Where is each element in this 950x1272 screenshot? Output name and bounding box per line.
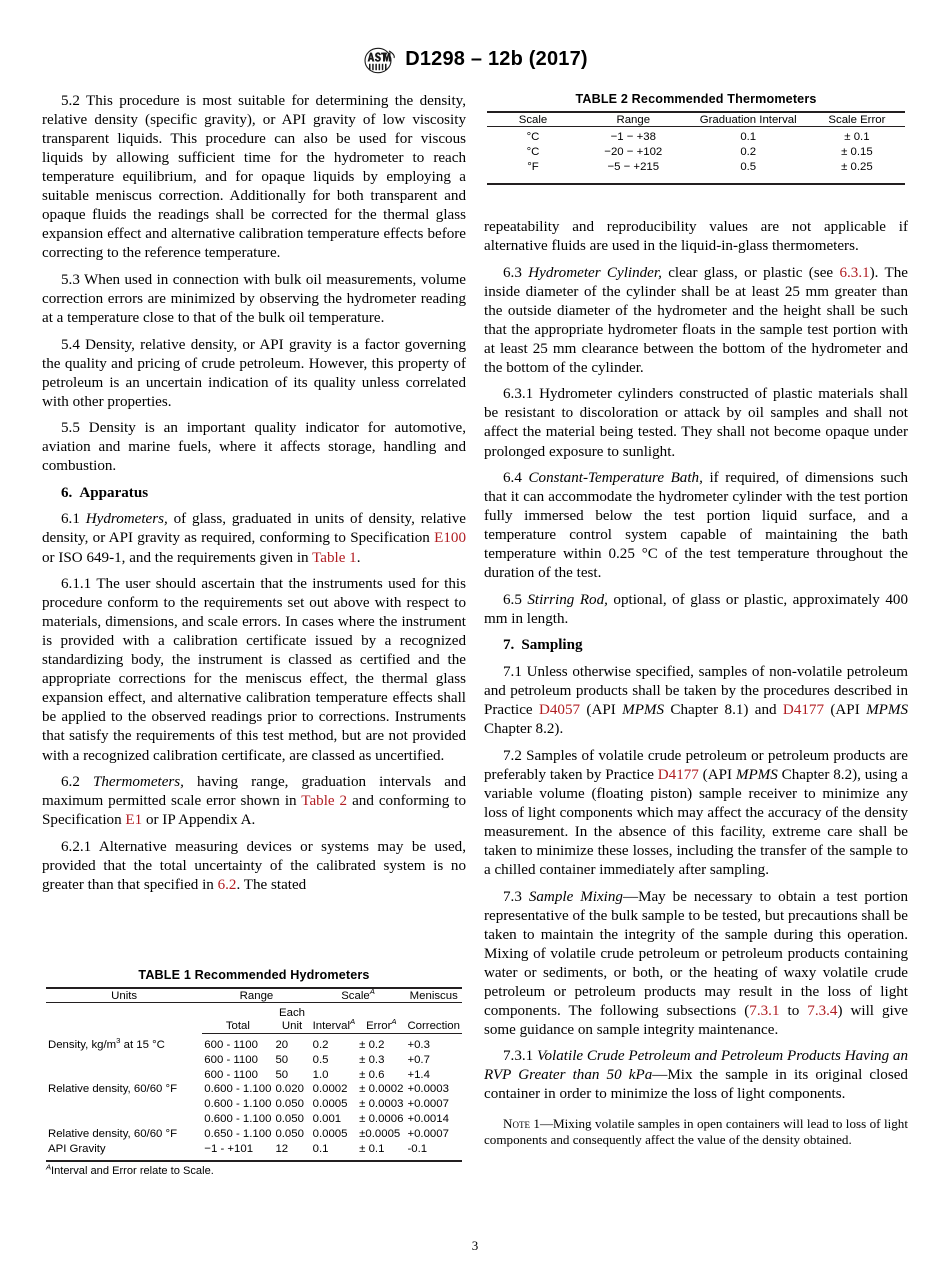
cell-error: ± 0.3 bbox=[359, 1053, 385, 1066]
para-7-3-text-3: ) will give some guidance on sample integrity maintenance. bbox=[484, 1002, 908, 1038]
note-1 bbox=[484, 1116, 908, 1149]
para-7-2-text-3: Chapter 8.2), using a variable volume (floating piston) sample receiver to minimize any loss of light components which may affect the accuracy of the density measurement. In the absence of this facility, extreme care shall be taken to minimize these losses, including the transfer of the sample to a chilled container immediately after sampling. bbox=[484, 766, 908, 878]
cell-graduation-interval: 0.2 bbox=[740, 145, 757, 158]
cell-scale-error: ± 0.25 bbox=[841, 160, 873, 173]
cell-interval: 0.0005 bbox=[312, 1098, 348, 1111]
para-6-1-text-3: . bbox=[356, 549, 361, 566]
cell-total: 0.650 - 1.100 bbox=[204, 1127, 272, 1140]
section-7-number: 7. bbox=[503, 637, 515, 654]
table-row bbox=[46, 1112, 462, 1127]
cell-interval: 0.001 bbox=[312, 1112, 342, 1125]
section-6-title: Apparatus bbox=[79, 484, 149, 501]
para-number-6-3-1: 6.3.1 bbox=[503, 386, 534, 403]
paragraph-6-2-1 bbox=[42, 838, 466, 895]
para-text-5-5: Density is an important quality indicator for automotive, aviation and marine fuels, where it affects storage, handling and combustion. bbox=[42, 420, 466, 475]
para-number-6-1: 6.1 bbox=[61, 511, 80, 528]
paragraph-7-1 bbox=[484, 663, 908, 739]
cell-total: −1 - +101 bbox=[204, 1142, 254, 1155]
para-6-2-1-text-2: . The stated bbox=[236, 876, 307, 893]
table-row bbox=[487, 159, 905, 176]
term-constant-temperature-bath: Constant-Temperature Bath, bbox=[528, 470, 703, 487]
link-6-2[interactable]: 6.2 bbox=[217, 876, 237, 893]
table-row bbox=[46, 1038, 462, 1053]
para-number-7-1: 7.1 bbox=[503, 663, 522, 680]
para-text-continued: repeatability and reproducibility values are not applicable if alternative fluids are used in the liquid-in-glass thermometers. bbox=[484, 219, 908, 255]
paragraph-5-2 bbox=[42, 92, 466, 263]
table-1-sub-error: Error$^A$ bbox=[366, 1016, 397, 1032]
table-1-sub-total: Total bbox=[225, 1019, 250, 1032]
term-volatile-crude-petroleum: Volatile Crude Petroleum and Petroleum Products Having an RVP Greater than 50 kPa bbox=[484, 1048, 908, 1084]
para-7-3-text-2: to bbox=[779, 1002, 808, 1019]
table-1-grid bbox=[46, 987, 462, 1162]
cell-range: −20 − +102 bbox=[604, 145, 663, 158]
cell-scale-error: ± 0.1 bbox=[844, 130, 870, 143]
cell-units bbox=[46, 1112, 202, 1127]
para-number-6-5: 6.5 bbox=[503, 591, 522, 608]
footnote-mark-scale: A bbox=[369, 986, 375, 996]
cell-error: ± 0.1 bbox=[359, 1142, 385, 1155]
running-head bbox=[0, 46, 950, 73]
para-6-2-text-2: and conforming to Specification bbox=[42, 793, 466, 829]
para-7-3-1-text-1: —Mix the sample in its original closed container in order to minimize the loss of light components. bbox=[484, 1067, 908, 1103]
cell-scale: °C bbox=[526, 145, 540, 158]
cell-total: 0.600 - 1.100 bbox=[204, 1098, 272, 1111]
italic-mpms-1: MPMS bbox=[622, 702, 665, 719]
section-7-title: Sampling bbox=[521, 637, 583, 654]
table-row bbox=[46, 1141, 462, 1156]
para-number-5-4: 5.4 bbox=[61, 336, 80, 353]
sub-each-line1: Each bbox=[279, 1007, 306, 1019]
link-table-1[interactable]: Table 1 bbox=[312, 549, 357, 566]
table-1-col-scale: Scale$^A$ bbox=[341, 986, 375, 1002]
cell-correction: +0.0007 bbox=[407, 1098, 449, 1111]
table-1-sub-each-unit bbox=[273, 1003, 310, 1034]
table-row bbox=[46, 1067, 462, 1082]
paragraph-6-1-1 bbox=[42, 575, 466, 765]
cell-total: 0.600 - 1.100 bbox=[204, 1112, 272, 1125]
link-6-3-1[interactable]: 6.3.1 bbox=[839, 264, 870, 281]
paragraph-6-1 bbox=[42, 510, 466, 567]
table-1-footnote bbox=[46, 1162, 462, 1178]
link-7-3-1[interactable]: 7.3.1 bbox=[749, 1002, 780, 1019]
cell-interval: 0.2 bbox=[312, 1039, 329, 1052]
table-2 bbox=[487, 92, 905, 185]
link-7-3-4[interactable]: 7.3.4 bbox=[807, 1002, 838, 1019]
cell-error: ± 0.0003 bbox=[359, 1098, 404, 1111]
term-hydrometer-cylinder: Hydrometer Cylinder, bbox=[528, 264, 662, 281]
table-2-col-scale-error: Scale Error bbox=[828, 113, 886, 126]
cell-interval: 0.1 bbox=[312, 1142, 329, 1155]
para-number-7-2: 7.2 bbox=[503, 747, 522, 764]
cell-interval: 0.0002 bbox=[312, 1083, 348, 1096]
para-6-1-text-1: of glass, graduated in units of density, relative density, or API gravity as required, conforming to Specification bbox=[42, 511, 466, 547]
paragraph-6-5 bbox=[484, 591, 908, 629]
cell-interval: 1.0 bbox=[312, 1068, 329, 1081]
table-2-grid bbox=[487, 111, 905, 185]
cell-correction: +0.0003 bbox=[407, 1083, 449, 1096]
cell-error: ± 0.0002 bbox=[359, 1083, 404, 1096]
cell-interval: 0.0005 bbox=[312, 1127, 348, 1140]
para-number-6-4: 6.4 bbox=[503, 470, 522, 487]
link-e100[interactable]: E100 bbox=[434, 530, 466, 547]
para-text-5-3: When used in connection with bulk oil measurements, volume correction errors are minimized by observing the hydrometer reading at a temperature close to that of the bulk oil temperature. bbox=[42, 271, 466, 327]
cell-correction: +0.0007 bbox=[407, 1127, 449, 1140]
cell-each-unit: 50 bbox=[275, 1053, 289, 1066]
italic-mpms-2: MPMS bbox=[866, 702, 908, 719]
table-1-bottom-rule bbox=[46, 1156, 462, 1161]
section-heading-7 bbox=[484, 636, 908, 655]
sub-each-line2: Unit bbox=[281, 1019, 303, 1032]
para-6-4-text-1: if required, of dimensions such that it can accommodate the hydrometer cylinder with the test portion fully immersed below the test portion liquid surface, and a temperature control system capable of maintaining the bath temperature within 0.25 °C of the test temperature throughout the duration of the test. bbox=[484, 470, 908, 582]
table-row bbox=[46, 1052, 462, 1067]
term-stirring-rod: Stirring Rod, bbox=[527, 591, 608, 608]
table-row bbox=[46, 1126, 462, 1141]
page-number: 3 bbox=[471, 1238, 479, 1253]
para-text-6-3-1: Hydrometer cylinders constructed of plastic materials shall be resistant to discoloration or attack by oil samples and shall not affect the material being tested. They shall not become opaque under prolonged exposure to sunlight. bbox=[484, 386, 908, 460]
table-1-col-range: Range bbox=[239, 989, 274, 1002]
para-7-1-text-3: Chapter 8.1) and bbox=[664, 702, 783, 719]
para-number-5-5: 5.5 bbox=[61, 420, 80, 437]
table-2-title: TABLE 2 Recommended Thermometers bbox=[575, 92, 817, 106]
para-6-2-text-3: or IP Appendix A. bbox=[142, 812, 256, 829]
cell-correction: +0.0014 bbox=[407, 1112, 449, 1125]
table-1-title: TABLE 1 Recommended Hydrometers bbox=[138, 968, 370, 982]
cell-scale-error: ± 0.15 bbox=[841, 145, 873, 158]
note-1-text: —Mixing volatile samples in open containers will lead to loss of light components and consequently affect the value of the density obtained. bbox=[484, 1115, 908, 1147]
italic-mpms-3: MPMS bbox=[735, 766, 778, 783]
table-2-bottom-rule bbox=[487, 176, 905, 183]
paragraph-5-3 bbox=[42, 271, 466, 328]
cell-correction: +0.7 bbox=[407, 1053, 430, 1066]
footnote-mark-error: A bbox=[391, 1016, 397, 1026]
para-text-6-1-1: The user should ascertain that the instruments used for this procedure conform to the requirements set out above with respect to materials, dimensions, and scale errors. In cases where the instrument is provided with a calibration certificate issued by a recognized standardizing body, the instrument is classed as certified and the appropriate corrections for the meniscus effect, the thermal glass expansion effect, and alternative calibration temperature effects shall be applied to the observed readings prior to corrections. Instruments that satisfy the requirements of this test method, but are not provided with a recognized calibration certificate, are classed as uncertified. bbox=[42, 576, 466, 764]
cell-each-unit: 12 bbox=[275, 1142, 289, 1155]
footnote-mark-interval: A bbox=[350, 1016, 356, 1026]
para-text-5-2: This procedure is most suitable for determining the density, relative density (specific gravity), or API gravity of low viscosity transparent liquids. This procedure can also be used for viscous liquids by allowing sufficient time for the hydrometer to reach temperature equilibrium, and for opaque liquids by employing a suitable meniscus correction. Additionally for both transparent and opaque fluids the readings shall be corrected for the thermal glass expansion effect and alternative calibration temperature effects before correcting to the reference temperature. bbox=[42, 93, 466, 262]
para-text-5-4: Density, relative density, or API gravity is a factor governing the quality and pricing of crude petroleum. However, this property of petroleum is an uncertain indication of its quality unless correlated with other properties. bbox=[42, 336, 466, 410]
table-row bbox=[487, 144, 905, 159]
cell-error: ± 0.2 bbox=[359, 1039, 385, 1052]
cell-units: Relative density, 60/60 °F bbox=[48, 1083, 178, 1096]
section-heading-6 bbox=[42, 484, 466, 503]
term-sample-mixing: Sample Mixing bbox=[528, 888, 623, 905]
para-7-2-text-2: (API bbox=[698, 766, 736, 783]
paragraph-7-2 bbox=[484, 747, 908, 880]
right-column bbox=[484, 218, 908, 1161]
para-number-7-3: 7.3 bbox=[503, 888, 522, 905]
para-7-1-text-1: Unless otherwise specified, samples of non-volatile petroleum and petroleum products shall be taken by the procedures described in Practice bbox=[484, 663, 908, 719]
cell-scale: °C bbox=[526, 130, 540, 143]
table-1-sub-correction: Correction bbox=[407, 1019, 460, 1032]
cell-units: Density, $kg/m^3$ at 15 °C bbox=[48, 1036, 165, 1052]
table-row bbox=[46, 1082, 462, 1097]
paragraph-6-3 bbox=[484, 264, 908, 378]
paragraph-5-4 bbox=[42, 336, 466, 412]
cell-each-unit: 0.050 bbox=[275, 1112, 304, 1125]
para-number-6-2-1: 6.2.1 bbox=[61, 838, 92, 855]
note-1-label: Note 1 bbox=[503, 1115, 540, 1131]
paragraph-6-2 bbox=[42, 773, 466, 830]
para-number-6-2: 6.2 bbox=[61, 774, 80, 791]
link-d4177-a[interactable]: D4177 bbox=[782, 702, 825, 719]
cell-units: Relative density, 60/60 °F bbox=[48, 1127, 178, 1140]
para-6-3-text-1: clear glass, or plastic (see bbox=[661, 264, 840, 281]
para-6-2-1-text-1: Alternative measuring devices or systems may be used, provided that the total uncertainty of the calibrated system is no greater than that specified in bbox=[42, 838, 466, 893]
standard-designation: D1298 – 12b (2017) bbox=[405, 48, 588, 70]
para-6-1-text-2: or ISO 649-1, and the requirements given in bbox=[42, 549, 313, 566]
table-1-col-meniscus: Meniscus bbox=[409, 989, 458, 1002]
table-1-col-units: Units bbox=[111, 989, 138, 1002]
paragraph-7-3-1 bbox=[484, 1047, 908, 1104]
para-6-2-text-1: having range, graduation intervals and maximum permitted scale error shown in bbox=[42, 774, 466, 810]
para-7-2-text-1: Samples of volatile crude petroleum or petroleum products are preferably taken by Practice bbox=[484, 747, 908, 783]
cell-units bbox=[46, 1052, 202, 1067]
table-2-col-scale: Scale bbox=[518, 113, 548, 126]
cell-units bbox=[46, 1097, 202, 1112]
cell-graduation-interval: 0.5 bbox=[740, 160, 757, 173]
cell-units: API Gravity bbox=[48, 1142, 106, 1155]
cell-total: 600 - 1100 bbox=[204, 1068, 258, 1081]
cell-correction: -0.1 bbox=[407, 1142, 428, 1155]
paragraph-6-3-1 bbox=[484, 385, 908, 461]
link-table-2[interactable]: Table 2 bbox=[301, 793, 348, 810]
cell-range: −5 − +215 bbox=[607, 160, 660, 173]
cell-range: −1 − +38 bbox=[610, 130, 656, 143]
section-6-number: 6. bbox=[61, 484, 73, 501]
table-2-header-row bbox=[487, 112, 905, 127]
para-number-5-3: 5.3 bbox=[61, 271, 80, 288]
cell-error: ±0.0005 bbox=[359, 1127, 401, 1140]
para-number-5-2: 5.2 bbox=[61, 93, 80, 109]
cell-error: ± 0.6 bbox=[359, 1068, 385, 1081]
table-row bbox=[487, 127, 905, 145]
term-thermometers: Thermometers, bbox=[92, 774, 184, 791]
para-6-5-text-1: optional, of glass or plastic, approximately 400 mm in length. bbox=[484, 591, 908, 627]
paragraph-5-5 bbox=[42, 419, 466, 476]
cell-scale: °F bbox=[527, 160, 539, 173]
para-7-3-text-1: —May be necessary to obtain a test portion representative of the bulk sample to be tested, but precautions shall be taken to maintain the integrity of the sample during this operation. Mixing of volatile crude petroleum or petroleum products containing water or sediments, or both, or the heating of waxy volatile crude petroleum or petroleum products may result in the loss of light components. The following subsections ( bbox=[484, 888, 908, 1019]
table-1-subheader-row bbox=[46, 1003, 462, 1034]
left-column bbox=[42, 92, 466, 895]
para-7-1-text-2: (API bbox=[580, 702, 623, 719]
table-1 bbox=[46, 968, 462, 1177]
paragraph-continued bbox=[484, 218, 908, 256]
cell-each-unit: 20 bbox=[275, 1039, 289, 1052]
table-2-col-range: Range bbox=[616, 113, 651, 126]
cell-total: 600 - 1100 bbox=[204, 1039, 258, 1052]
cell-units bbox=[46, 1067, 202, 1082]
para-7-1-text-5: Chapter 8.2). bbox=[484, 721, 564, 738]
para-number-6-1-1: 6.1.1 bbox=[61, 576, 92, 593]
cell-each-unit: 0.050 bbox=[275, 1127, 304, 1140]
cell-each-unit: 0.050 bbox=[275, 1098, 304, 1111]
cell-interval: 0.5 bbox=[312, 1053, 329, 1066]
cell-each-unit: 50 bbox=[275, 1068, 289, 1081]
para-6-3-text-2: ). The inside diameter of the cylinder shall be at least 25 mm greater than the outside diameter of the hydrometer and the height shall be such that the appropriate hydrometer floats in the sample test portion with at least 25 mm clearance between the bottom of the hydrometer and the bottom of the cylinder. bbox=[484, 264, 908, 376]
footnote-mark: A bbox=[46, 1162, 52, 1172]
table-row bbox=[46, 1097, 462, 1112]
cell-correction: +0.3 bbox=[407, 1039, 430, 1052]
cell-total: 600 - 1100 bbox=[204, 1053, 258, 1066]
footnote-text: Interval and Error relate to Scale. bbox=[51, 1165, 214, 1178]
cell-each-unit: 0.020 bbox=[275, 1083, 304, 1096]
para-number-6-3: 6.3 bbox=[503, 264, 522, 281]
cell-error: ± 0.0006 bbox=[359, 1112, 404, 1125]
paragraph-6-4 bbox=[484, 469, 908, 583]
paragraph-7-3 bbox=[484, 888, 908, 1040]
astm-logo-icon bbox=[362, 47, 396, 74]
table-1-group-header-row bbox=[46, 988, 462, 1003]
link-d4177-b[interactable]: D4177 bbox=[657, 766, 699, 783]
para-number-7-3-1: 7.3.1 bbox=[503, 1048, 534, 1065]
cell-correction: +1.4 bbox=[407, 1068, 430, 1081]
table-2-col-graduation-interval: Graduation Interval bbox=[699, 113, 797, 126]
cell-total: 0.600 - 1.100 bbox=[204, 1083, 272, 1096]
table-1-sub-interval: Interval$^A$ bbox=[312, 1016, 356, 1032]
term-hydrometers: Hydrometers, bbox=[85, 511, 168, 528]
link-e1[interactable]: E1 bbox=[125, 812, 143, 829]
link-d4057[interactable]: D4057 bbox=[538, 702, 581, 719]
cell-graduation-interval: 0.1 bbox=[740, 130, 757, 143]
para-7-1-text-4: (API bbox=[824, 702, 867, 719]
